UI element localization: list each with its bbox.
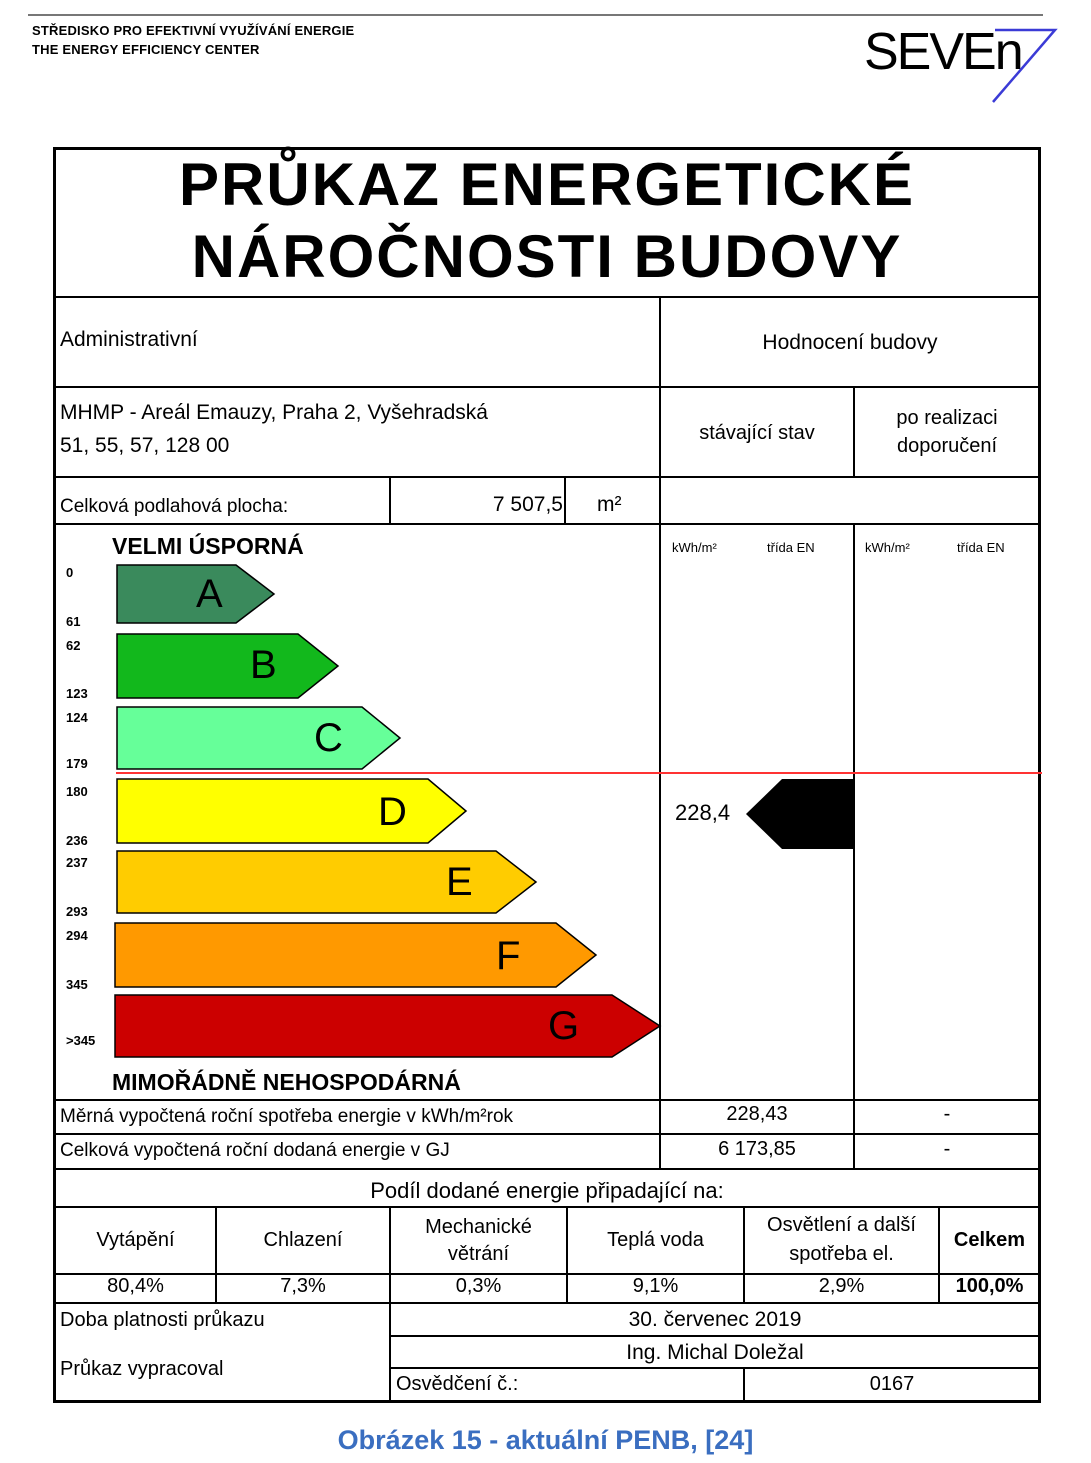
- scale-to-f: 345: [66, 977, 88, 992]
- validity-label: Doba platnosti průkazu: [60, 1309, 265, 1331]
- share-lighting-label1: Osvětlení a další: [767, 1214, 916, 1236]
- rule: [853, 388, 855, 477]
- logo-seven-stroke: [985, 26, 1060, 106]
- shares-header: Podíl dodané energie připadající na:: [370, 1178, 724, 1203]
- header-rule: [28, 14, 1043, 16]
- certificate-label: Osvědčení č.:: [396, 1373, 519, 1395]
- scale-bottom-label: MIMOŘÁDNĚ NEHOSPODÁRNÁ: [112, 1069, 461, 1095]
- rule: [55, 386, 1040, 388]
- share-lighting-value: 2,9%: [818, 1275, 865, 1297]
- scale-to-c: 179: [66, 756, 88, 771]
- rule: [564, 477, 566, 524]
- scale-to-d: 236: [66, 833, 88, 848]
- scale-from-e: 237: [66, 855, 88, 870]
- share-hotwater-value: 9,1%: [632, 1275, 679, 1297]
- scale-top-label: VELMI ÚSPORNÁ: [112, 533, 304, 559]
- rule: [55, 523, 1040, 525]
- band-shape-c: [117, 707, 400, 769]
- share-ventilation-label2: větrání: [447, 1243, 510, 1265]
- share-cooling-label: Chlazení: [263, 1229, 343, 1251]
- certificate-number: 0167: [869, 1373, 915, 1395]
- scale-from-b: 62: [66, 638, 81, 653]
- total-energy-value: 6 173,85: [718, 1138, 796, 1160]
- specific-consumption-value: 228,43: [726, 1103, 788, 1125]
- rule: [55, 296, 1040, 298]
- band-shape-d: [117, 779, 466, 843]
- band-shape-f: [115, 923, 596, 987]
- rule: [55, 1168, 1040, 1170]
- band-f: [114, 922, 598, 984]
- rule: [55, 1206, 1040, 1208]
- unit-label-after: kWh/m²: [865, 540, 910, 555]
- band-shape-b: [117, 634, 338, 698]
- rule: [390, 1335, 1040, 1337]
- address-line1: MHMP - Areál Emauzy, Praha 2, Vyšehradská: [60, 401, 488, 424]
- scale-to-b: 123: [66, 686, 88, 701]
- rule: [55, 1133, 1040, 1135]
- share-total-value: 100,0%: [955, 1275, 1024, 1297]
- validity-value: 30. červenec 2019: [628, 1308, 802, 1331]
- band-b: [116, 633, 340, 695]
- specific-consumption-label: Měrná vypočtená roční spotřeba energie v kWh/m²rok: [60, 1106, 514, 1127]
- address-line2: 51, 55, 57, 128 00: [60, 434, 230, 457]
- band-c: [116, 706, 402, 768]
- author-label: Průkaz vypracoval: [60, 1358, 224, 1380]
- band-letter-d: D: [378, 790, 407, 834]
- rule: [55, 476, 1040, 478]
- band-letter-e: E: [446, 860, 473, 904]
- band-letter-b: B: [250, 643, 277, 687]
- band-letter-c: C: [314, 716, 343, 760]
- share-cooling-value: 7,3%: [280, 1275, 326, 1297]
- title-line1: PRŮKAZ ENERGETICKÉ: [178, 151, 916, 218]
- scale-to-e: 293: [66, 904, 88, 919]
- area-value: 7 507,5: [492, 493, 563, 516]
- figure-caption: Obrázek 15 - aktuální PENB, [24]: [337, 1425, 754, 1455]
- author-name: Ing. Michal Doležal: [626, 1341, 804, 1364]
- rule: [55, 1302, 1040, 1304]
- org-name-cz: STŘEDISKO PRO EFEKTIVNÍ VYUŽÍVÁNÍ ENERGIE: [32, 23, 355, 38]
- total-energy-label: Celková vypočtená roční dodaná energie v GJ: [60, 1140, 450, 1161]
- total-energy-after: -: [943, 1138, 951, 1160]
- org-name-en: THE ENERGY EFFICIENCY CENTER: [32, 42, 260, 57]
- share-ventilation-label1: Mechanické: [425, 1216, 532, 1238]
- band-shape-e: [117, 851, 536, 913]
- current-value: 228,4: [675, 800, 731, 825]
- scale-from-f: 294: [66, 928, 88, 943]
- current-rating-arrow: [746, 779, 854, 851]
- scale-to-a: 61: [66, 614, 81, 629]
- col-after-2: doporučení: [896, 435, 998, 457]
- scale-from-c: 124: [66, 710, 88, 725]
- building-type: Administrativní: [60, 328, 198, 351]
- scale-from-d: 180: [66, 784, 88, 799]
- share-heating-label: Vytápění: [96, 1229, 175, 1251]
- share-hotwater-label: Teplá voda: [607, 1229, 704, 1251]
- area-label: Celková podlahová plocha:: [60, 496, 289, 517]
- scale-from-a: 0: [66, 565, 74, 580]
- band-g: [114, 994, 662, 1056]
- band-letter-g: G: [548, 1004, 580, 1048]
- scale-from-g: >345: [66, 1033, 96, 1048]
- col-after-1: po realizaci: [896, 407, 998, 429]
- share-ventilation-value: 0,3%: [455, 1275, 502, 1297]
- unit-label-current: kWh/m²: [672, 540, 717, 555]
- specific-consumption-after: -: [943, 1103, 951, 1125]
- logo-text: SEVEn: [864, 23, 1022, 81]
- band-e: [116, 850, 538, 912]
- band-letter-f: F: [496, 934, 521, 978]
- band-letter-a: A: [196, 572, 223, 616]
- share-total-label: Celkem: [953, 1229, 1026, 1251]
- share-lighting-label2: spotřeba el.: [789, 1243, 894, 1265]
- class-limit-line: [116, 772, 1042, 774]
- rating-header: Hodnocení budovy: [762, 331, 938, 354]
- area-unit: m²: [597, 493, 622, 516]
- rule: [390, 1367, 1040, 1369]
- class-label-current: třída EN: [767, 540, 815, 555]
- band-d: [116, 778, 468, 840]
- share-heating-value: 80,4%: [107, 1275, 164, 1297]
- title-line2: NÁROČNOSTI BUDOVY: [191, 223, 903, 290]
- rule: [55, 1099, 1040, 1101]
- band-a: [116, 564, 276, 626]
- col-current: stávající stav: [699, 422, 815, 444]
- class-label-after: třída EN: [957, 540, 1005, 555]
